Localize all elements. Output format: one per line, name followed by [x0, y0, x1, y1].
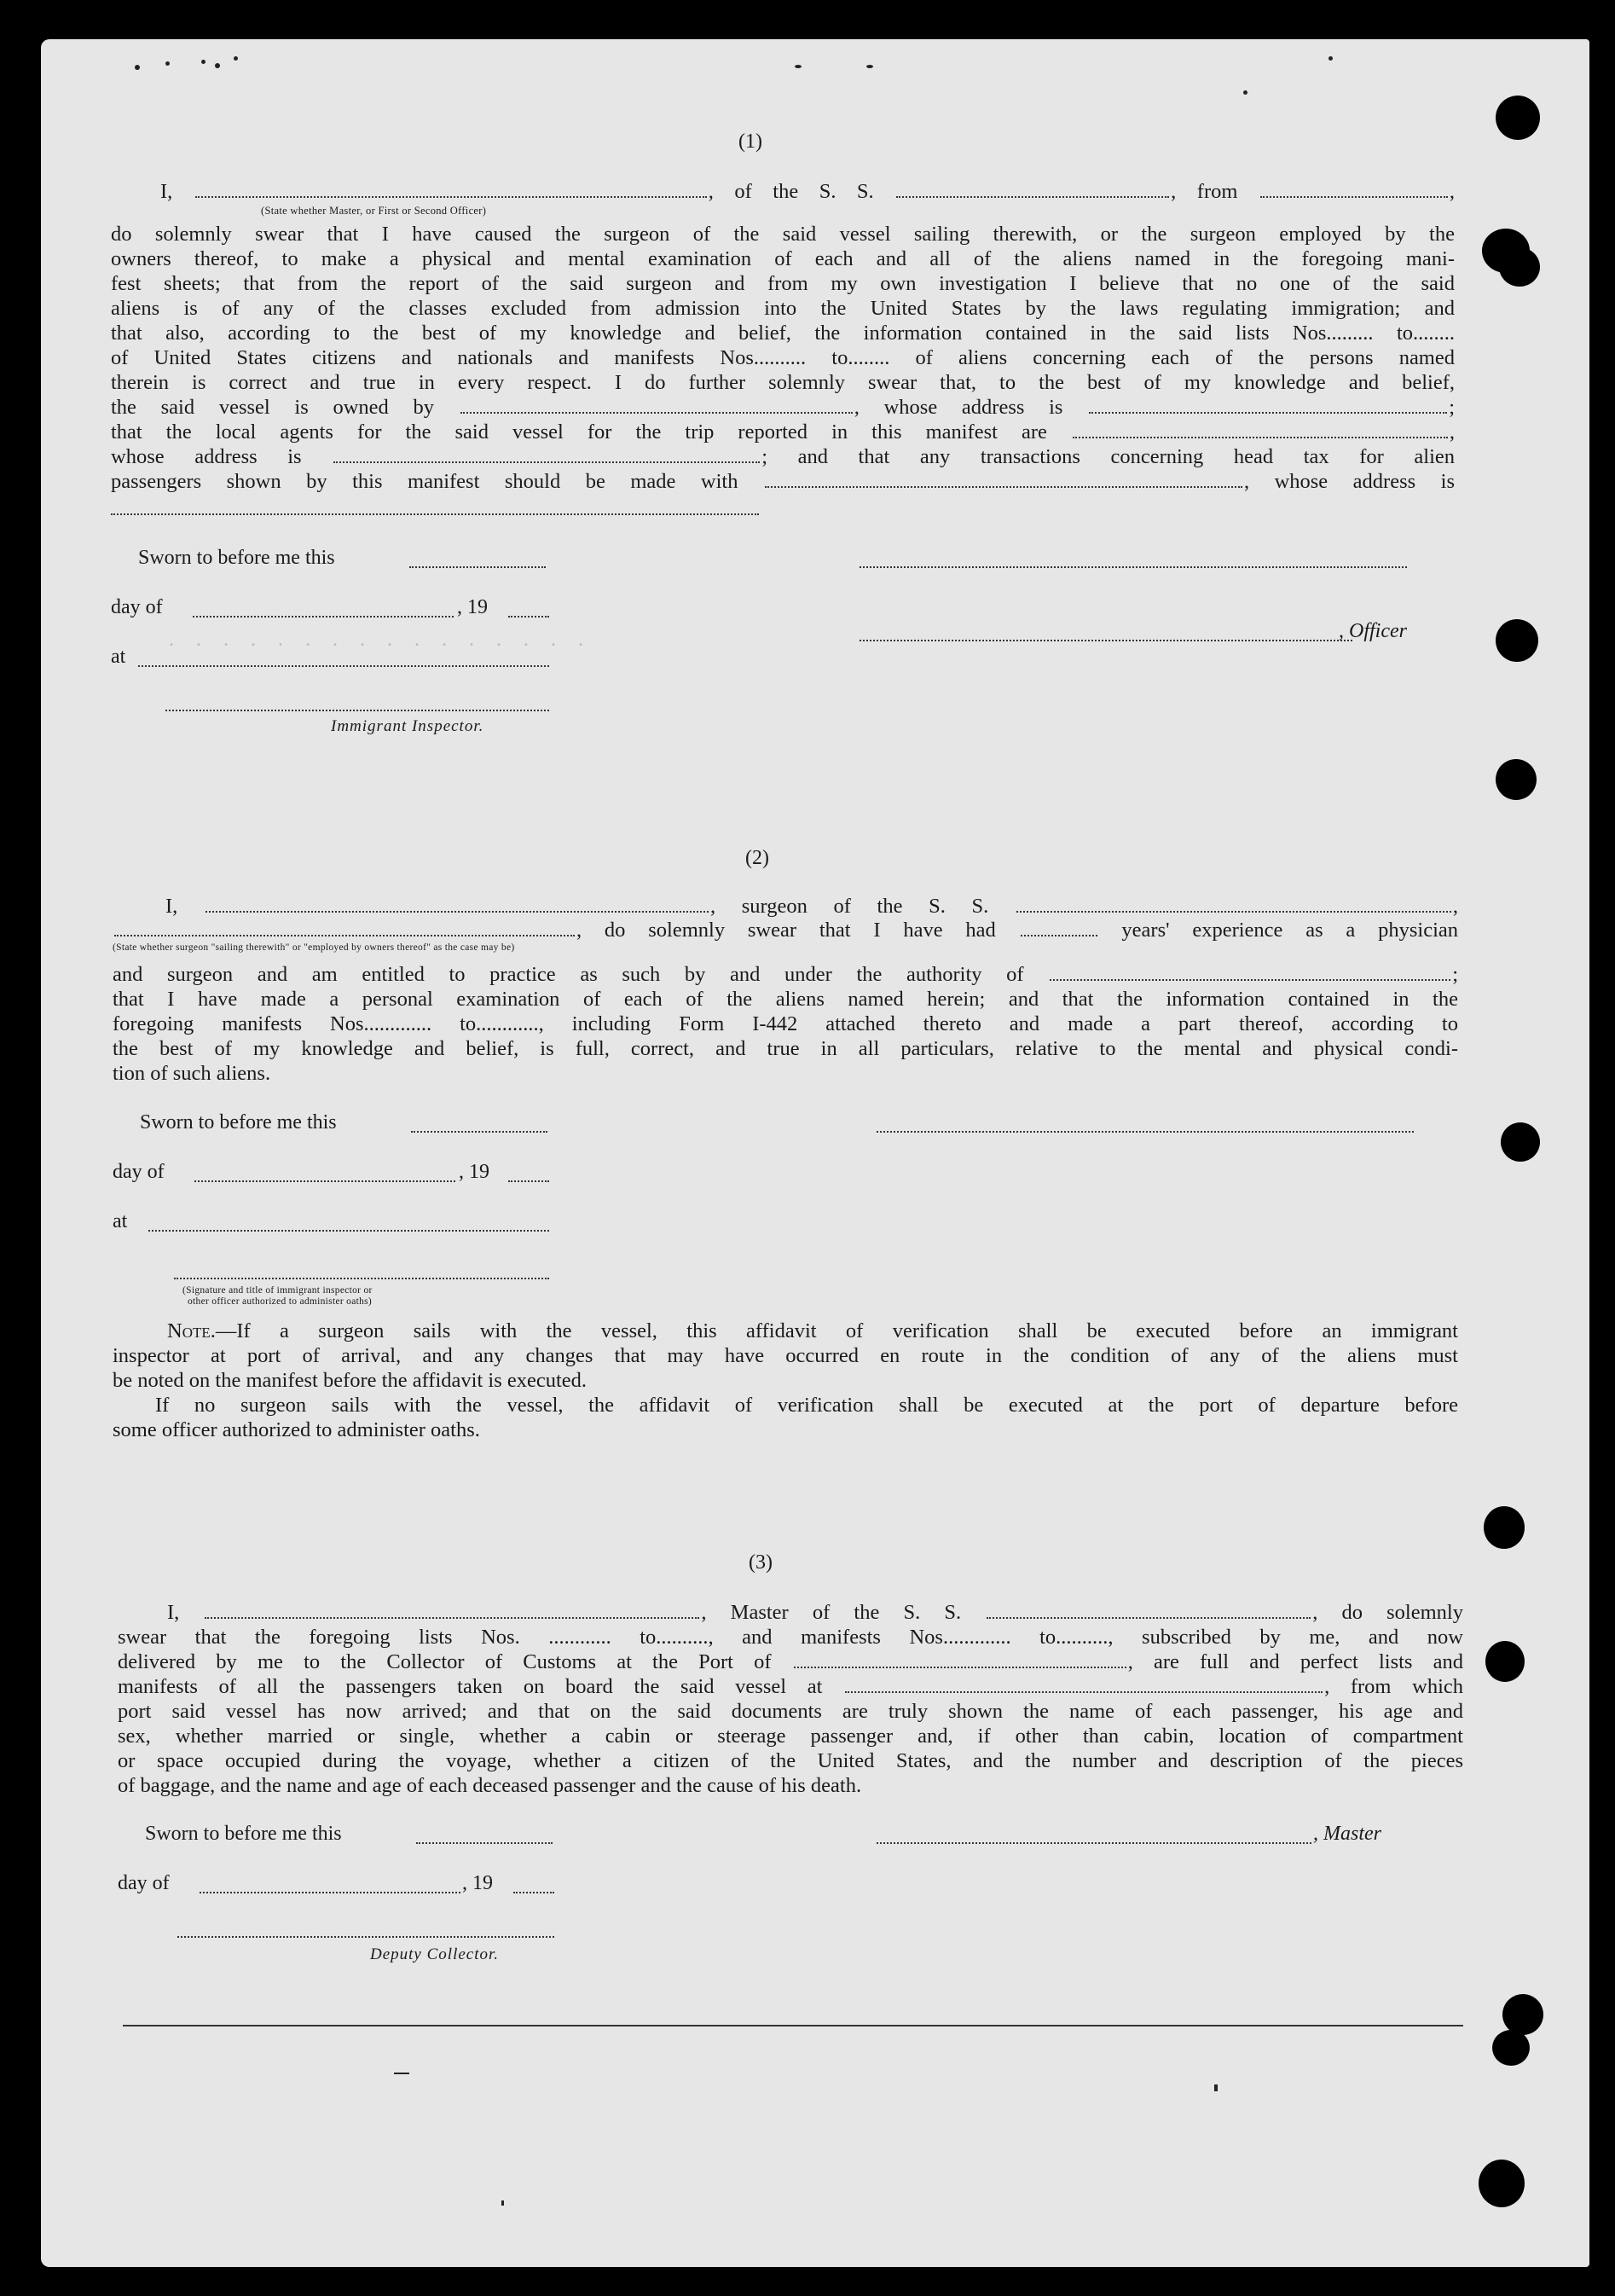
at-label-1: at	[111, 646, 126, 668]
section-1-line: owners thereof, to make a physical and mental examination of each and all of the aliens named in the foregoing mani-	[111, 247, 1455, 270]
ink-speck	[394, 2073, 409, 2074]
month-blank-3	[200, 1892, 460, 1893]
year-blank-3	[513, 1892, 554, 1893]
ink-speck	[795, 65, 802, 68]
signature-title-note: (Signature and title of immigrant inspector or	[182, 1285, 373, 1296]
ink-speck	[234, 56, 238, 61]
binder-hole	[1496, 96, 1540, 140]
ink-speck	[1214, 2084, 1218, 2091]
section-2-line: the best of my knowledge and belief, is full, correct, and true in all particulars, relative to the mental and physical condi-	[113, 1037, 1458, 1060]
master-label: , Master	[1313, 1823, 1381, 1845]
binder-hole	[1501, 1122, 1540, 1162]
year-blank-1	[508, 616, 549, 617]
section-3-number: (3)	[749, 1551, 773, 1574]
binder-hole	[1492, 2030, 1530, 2066]
sworn-date-blank-2	[411, 1131, 547, 1133]
section-1-line: the said vessel is owned by , whose address is ;	[111, 396, 1456, 419]
inspector-signature-blank	[165, 710, 549, 711]
month-blank-2	[194, 1180, 455, 1182]
section-3-line: delivered by me to the Collector of Customs at the Port of , are full and perfect lists and	[118, 1650, 1463, 1673]
master-signature-blank	[877, 1842, 1311, 1844]
section-3-line: port said vessel has now arrived; and that on the said documents are truly shown the name of each passenger, his age and	[118, 1700, 1463, 1723]
month-blank-1	[193, 616, 454, 617]
ink-speck	[135, 65, 140, 70]
master-rank-note: (State whether Master, or First or Second Officer)	[261, 205, 487, 217]
ink-speck	[1328, 56, 1333, 61]
collector-signature-blank	[177, 1936, 554, 1938]
at-blank-2	[148, 1230, 549, 1232]
ink-speck	[215, 63, 220, 68]
section-3-line: manifests of all the passengers taken on board the said vessel at , from which	[118, 1675, 1464, 1698]
section-1-line: fest sheets; that from the report of the said surgeon and from my own investigation I believe that no one of the said	[111, 272, 1455, 295]
binder-hole	[1485, 1641, 1525, 1682]
binder-hole	[1502, 1994, 1543, 2035]
section-3-line: sex, whether married or single, whether a cabin or steerage passenger and, if other than cabin, location of compartment	[118, 1725, 1463, 1748]
faint-bleed-through: . . . . . . . . . . . . . . . .	[169, 629, 592, 651]
section-1-number: (1)	[738, 130, 762, 153]
section-3-line: swear that the foregoing lists Nos. ............ to.........., and manifests Nos............. to.........., subscribed by me, and now	[118, 1626, 1463, 1649]
address-blank	[111, 513, 759, 515]
section-2-line: that I have made a personal examination of each of the aliens named herein; and that the information contained in the	[113, 988, 1458, 1011]
binder-hole	[1496, 619, 1538, 662]
section-3-line: or space occupied during the voyage, whether a citizen of the United States, and the number and description of the pieces	[118, 1749, 1463, 1772]
note-paragraph: some officer authorized to administer oaths.	[113, 1418, 480, 1441]
section-1-line: passengers shown by this manifest should be made with , whose address is	[111, 470, 1455, 493]
officer-blank	[860, 640, 1352, 641]
binder-hole	[1499, 247, 1540, 287]
sworn-label-3: Sworn to before me this	[145, 1823, 342, 1845]
surgeon-signature-blank	[877, 1131, 1414, 1133]
section-2-line: foregoing manifests Nos............. to............, including Form I-442 attached thereto and made a part thereof, according to	[113, 1012, 1458, 1035]
ink-speck	[201, 60, 205, 64]
day-of-label-3: day of	[118, 1872, 170, 1894]
at-blank-1	[138, 665, 549, 667]
binder-hole	[1484, 1506, 1525, 1549]
binder-hole	[1479, 2160, 1525, 2207]
note-paragraph: If no surgeon sails with the vessel, the affidavit of verification shall be executed at the port of departure before	[155, 1394, 1458, 1417]
day-of-label-2: day of	[113, 1161, 165, 1183]
year-label-3: , 19	[462, 1872, 493, 1894]
manifest-back-page	[41, 39, 1589, 2267]
sworn-label-2: Sworn to before me this	[140, 1111, 337, 1134]
year-label-1: , 19	[457, 596, 488, 618]
section-3-line: I, , Master of the S. S. , do solemnly	[167, 1601, 1463, 1624]
administrator-signature-blank	[174, 1278, 549, 1279]
section-2-line: I, , surgeon of the S. S. ,	[165, 895, 1458, 918]
section-1-line: therein is correct and true in every respect. I do further solemnly swear that, to the best of my knowledge and belief,	[111, 371, 1455, 394]
at-label-2: at	[113, 1210, 128, 1232]
note-paragraph: be noted on the manifest before the affidavit is executed.	[113, 1369, 588, 1392]
section-1-line: aliens is of any of the classes excluded from admission into the United States by the laws regulating immigration; and	[111, 297, 1455, 320]
sworn-label-1: Sworn to before me this	[138, 547, 335, 569]
ink-speck	[501, 2200, 504, 2206]
ink-speck	[165, 61, 170, 66]
section-3-line: of baggage, and the name and age of each deceased passenger and the cause of his death.	[118, 1774, 862, 1797]
section-2-line: tion of such aliens.	[113, 1062, 271, 1085]
section-1-line: I, , of the S. S. , from ,	[160, 180, 1456, 203]
section-2-line: , do solemnly swear that I have had years' experience as a physician	[113, 918, 1458, 942]
section-1-line: that also, according to the best of my knowledge and belief, the information contained in the said lists Nos......... to........	[111, 322, 1455, 345]
section-1-line: do solemnly swear that I have caused the surgeon of the said vessel sailing therewith, or the surgeon employed by the	[111, 223, 1455, 246]
sworn-date-blank-1	[409, 566, 546, 568]
note-paragraph: Note.—If a surgeon sails with the vessel, this affidavit of verification shall be executed before an immigrant	[167, 1319, 1458, 1342]
section-1-line: that the local agents for the said vessel for the trip reported in this manifest are ,	[111, 420, 1455, 444]
section-2-line: and surgeon and am entitled to practice as such by and under the authority of ;	[113, 963, 1458, 986]
bottom-rule	[123, 2025, 1463, 2026]
section-2-number: (2)	[745, 847, 769, 869]
year-blank-2	[508, 1180, 549, 1182]
surgeon-status-note: (State whether surgeon "sailing therewith" or "employed by owners thereof" as the case may be)	[113, 942, 515, 953]
inspector-label: Immigrant Inspector.	[331, 717, 484, 735]
day-of-label-1: day of	[111, 596, 163, 618]
section-1-line: of United States citizens and nationals and manifests Nos.......... to........ of aliens concerning each of the persons named	[111, 346, 1455, 369]
ink-speck	[866, 65, 873, 68]
officer-signature-blank	[860, 566, 1407, 568]
collector-label: Deputy Collector.	[370, 1945, 500, 1963]
ink-speck	[1243, 90, 1247, 95]
signature-title-note: other officer authorized to administer oaths)	[188, 1296, 373, 1307]
note-paragraph: inspector at port of arrival, and any changes that may have occurred en route in the condition of any of the aliens must	[113, 1344, 1458, 1367]
binder-hole	[1496, 759, 1537, 800]
officer-label: , Officer	[1339, 620, 1407, 642]
sworn-date-blank-3	[416, 1842, 553, 1844]
section-1-line: whose address is ; and that any transactions concerning head tax for alien	[111, 445, 1455, 468]
year-label-2: , 19	[459, 1161, 489, 1183]
